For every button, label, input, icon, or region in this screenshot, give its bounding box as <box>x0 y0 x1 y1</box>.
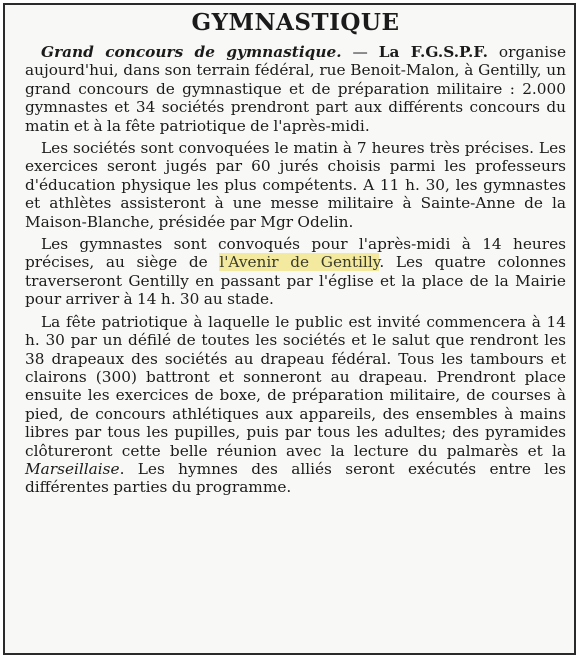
paragraph-4 <box>25 313 566 497</box>
paragraph-2-text: Les sociétés sont convoquées le matin à 7 heures très précises. Les exercices seront jugés par 60 jurés choisis parmi les professeurs d'éducation physique les plus compétents. A 11 h. 30, les gymnastes et athlètes assisteront à une messe militaire à Sainte-Anne de la Maison-Blanche, présidée par Mgr Odelin. <box>25 139 566 231</box>
paragraph-4-text-after: . Les hymnes des alliés seront exécutés entre les différentes parties du programme. <box>25 459 566 497</box>
headline: GYMNASTIQUE <box>191 9 400 36</box>
organization-name: La F.G.S.P.F. <box>378 43 488 61</box>
paragraph-1 <box>25 43 566 135</box>
lead-dash: — <box>341 43 379 61</box>
paragraph-3-text-after: . Les quatre colonnes traverseront Gentilly en passant par l'église et la place de la Mairie pour arriver à 14 h. 30 au stade. <box>25 253 566 309</box>
highlighted-venue: l'Avenir de Gentilly <box>219 253 380 272</box>
paragraph-1-text: organise aujourd'hui, dans son terrain fédéral, rue Benoit-Malon, à Gentilly, un grand concours de gymnastique et de préparation militaire : 2.000 gymnastes et 34 sociétés prendront part aux différents concours du matin et à la fête patriotique de l'après-midi. <box>25 43 566 135</box>
italic-anthem: Marseillaise <box>25 459 120 478</box>
paragraph-3 <box>25 235 566 309</box>
paragraph-4-text-before: La fête patriotique à laquelle le public est invité commencera à 14 h. 30 par un défilé de toutes les sociétés et le salut que rendront les 38 drapeaux des sociétés au drapeau fédéral. Tous les tambours et clairons (300) battront et sonneront au drapeau. Prendront place ensuite les exercices de boxe, de préparation militaire, de courses à pied, de concours athlétiques aux appareils, des ensembles à mains libres par tous les pupilles, puis par tous les adultes; des pyramides clôtureront cette belle réunion avec la lecture du palmarès et la <box>25 312 566 460</box>
paragraph-3-text-before: Les gymnastes sont convoqués pour l'après-midi à 14 heures précises, au siège de <box>25 235 566 272</box>
lead-title: Grand concours de gymnastique. <box>41 43 342 61</box>
newspaper-clipping <box>3 3 576 655</box>
paragraph-2 <box>25 139 566 231</box>
